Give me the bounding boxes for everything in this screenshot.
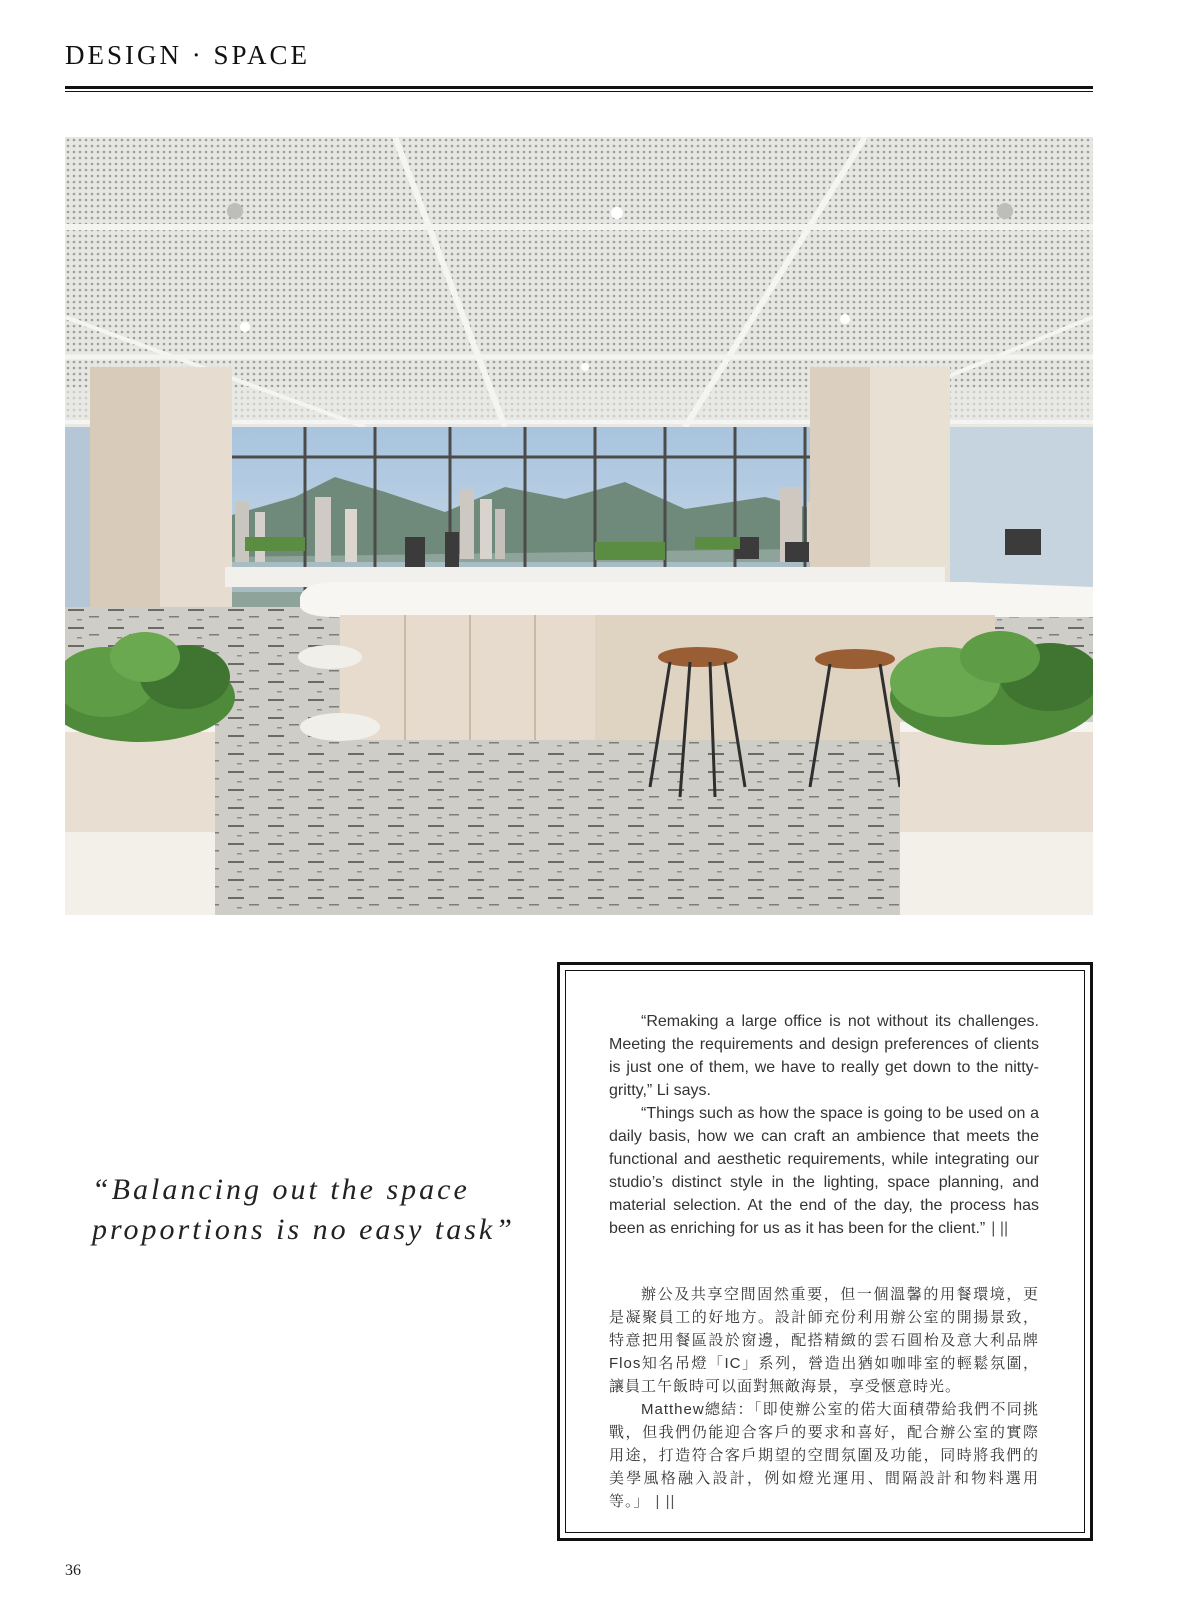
text-box xyxy=(557,962,1093,1541)
text-box-content xyxy=(609,1010,1039,1513)
page-number: 36 xyxy=(65,1562,81,1579)
chinese-paragraph-1: 辦公及共享空間固然重要，但一個溫馨的用餐環境，更是凝聚員工的好地方。設計師充份利用辦公室的開揚景致，特意把用餐區設於窗邊，配搭精緻的雲石圓枱及意大利品牌Flos知名吊燈「IC」系列，營造出猶如咖啡室的輕鬆氛圍，讓員工午飯時可以面對無敵海景，享受愜意時光。 xyxy=(609,1286,1039,1395)
english-paragraph-1: “Remaking a large office is not without its challenges. Meeting the requirements and design preferences of clients is just one of them, we have to really get down to the nitty-gritty,” Li says. xyxy=(609,1013,1039,1099)
office-interior-photo xyxy=(65,137,1093,915)
chinese-paragraph-2 xyxy=(609,1398,1039,1513)
pull-quote-line-2: proportions is no easy task” xyxy=(92,1213,515,1246)
pull-quote xyxy=(92,1170,552,1250)
paragraph-gap xyxy=(609,1240,1039,1283)
end-mark: | || xyxy=(991,1220,1009,1237)
chinese-paragraph-2-text: Matthew總結：「即使辦公室的偌大面積帶給我們不同挑戰，但我們仍能迎合客戶的要求和喜好，配合辦公室的實際用途，打造符合客戶期望的空間氛圍及功能，同時將我們的美學風格融入設計，例如燈光運用、間隔設計和物料選用等。」 xyxy=(609,1401,1039,1510)
english-paragraph-2 xyxy=(609,1102,1039,1240)
end-mark-zh: | || xyxy=(655,1493,676,1510)
english-paragraph-2-text: “Things such as how the space is going to be used on a daily basis, how we can craft an ambience that meets the functional and aesthetic requirements, while integrating our studio’s distinct style in the lighting, space planning, and material selection. At the end of the day, the process has been as enriching for us as it has been for the client.” xyxy=(609,1105,1039,1237)
header-rule-thick xyxy=(65,86,1093,89)
header-rule-thin xyxy=(65,91,1093,92)
section-header: DESIGN · SPACE xyxy=(65,40,311,70)
pull-quote-line-1: “Balancing out the space xyxy=(92,1173,470,1206)
